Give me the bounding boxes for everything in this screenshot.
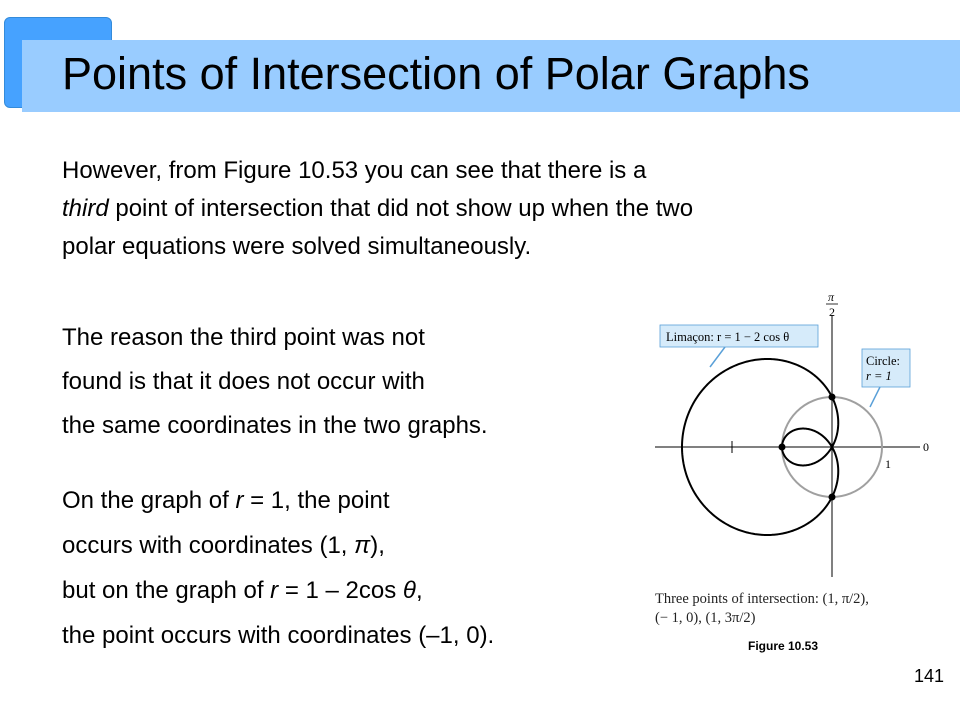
axis-label-zero: 0 xyxy=(923,440,929,454)
figure-caption-line1: Three points of intersection: (1, π/2), xyxy=(655,591,869,607)
variable-theta: θ xyxy=(402,577,416,604)
polar-graph-figure xyxy=(640,285,940,630)
intersection-point-minus-one-zero xyxy=(779,444,786,451)
axis-label-pi-over-2-denominator: 2 xyxy=(829,305,835,319)
figure-caption-line2: (− 1, 0), (1, 3π/2) xyxy=(655,610,756,626)
circle-callout-label-line2: r = 1 xyxy=(866,369,892,383)
figure-caption xyxy=(655,590,869,628)
variable-pi: π xyxy=(354,532,371,559)
paragraph-reason-line1: The reason the third point was not xyxy=(62,324,425,351)
paragraph-reason-line2: found is that it does not occur with xyxy=(62,368,425,395)
page-number: 141 xyxy=(914,666,945,686)
intersection-point-pi-over-2 xyxy=(829,394,836,401)
circle-callout-pointer xyxy=(870,387,880,407)
paragraph-intro-line1: However, from Figure 10.53 you can see that there is a xyxy=(62,157,647,184)
text-segment: but on the graph of xyxy=(62,577,271,604)
paragraph-coordinates xyxy=(62,478,494,658)
paragraph-intro-line3: polar equations were solved simultaneously. xyxy=(62,233,532,260)
slide-title: Points of Intersection of Polar Graphs xyxy=(62,48,810,99)
paragraph-coordinates-line1 xyxy=(62,478,494,523)
intersection-point-3pi-over-2 xyxy=(829,494,836,501)
paragraph-intro xyxy=(62,152,693,266)
limacon-callout-pointer xyxy=(710,347,725,367)
figure-label: Figure 10.53 xyxy=(748,639,819,653)
variable-r: r xyxy=(235,487,244,514)
text-segment: = 1, the point xyxy=(243,487,390,514)
variable-r: r xyxy=(270,577,279,604)
paragraph-intro-line2-rest: point of intersection that did not show up when the two xyxy=(108,195,694,222)
text-segment: occurs with coordinates (1, xyxy=(62,532,355,559)
emphasis-third: third xyxy=(62,195,109,222)
limacon-callout-label: Limaçon: r = 1 − 2 cos θ xyxy=(666,330,790,344)
paragraph-reason-line3: the same coordinates in the two graphs. xyxy=(62,412,488,439)
paragraph-coordinates-line3 xyxy=(62,568,494,613)
text-segment: ), xyxy=(370,532,385,559)
circle-callout-label-line1: Circle: xyxy=(866,354,901,368)
paragraph-coordinates-line4: the point occurs with coordinates (–1, 0). xyxy=(62,622,495,649)
axis-label-pi-over-2-numerator: π xyxy=(828,290,835,304)
axis-label-one: 1 xyxy=(885,457,891,471)
paragraph-reason xyxy=(62,316,488,448)
text-segment: = 1 – 2cos xyxy=(278,577,403,604)
text-segment: On the graph of xyxy=(62,487,236,514)
paragraph-intro-line2 xyxy=(62,190,693,228)
paragraph-coordinates-line2 xyxy=(62,523,494,568)
text-segment: , xyxy=(415,577,423,604)
